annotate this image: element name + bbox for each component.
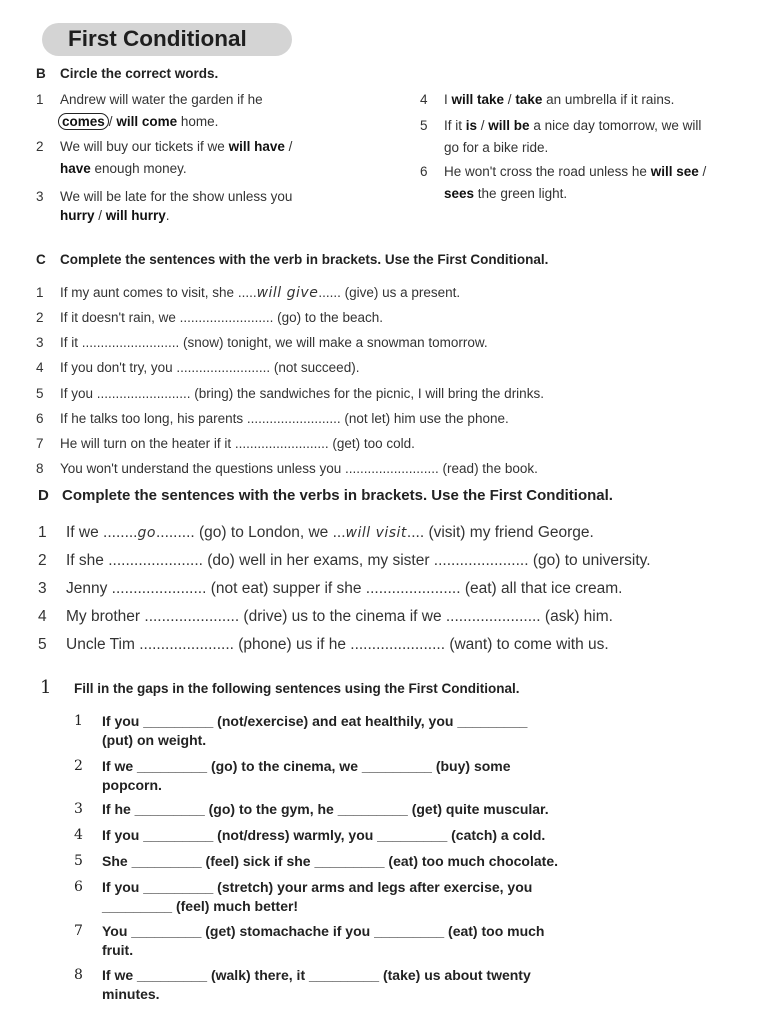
- d-item-1-handwritten-answer-2[interactable]: will visit: [345, 525, 407, 541]
- b-item-1-option-a-circled[interactable]: comes: [58, 113, 109, 130]
- section-b-letter: B: [36, 66, 46, 81]
- e-item-3-line1[interactable]: If he _________ (go) to the gym, he _________ (get) quite muscular.: [102, 801, 549, 817]
- e-item-1-line2[interactable]: (put) on weight.: [102, 732, 207, 748]
- b-item-6-line2: [444, 186, 567, 201]
- e-item-8-line1[interactable]: If we _________ (walk) there, it _________ (take) us about twenty: [102, 967, 531, 983]
- d-item-2[interactable]: If she ...................... (do) well in her exams, my sister ...................... (go) to university.: [66, 552, 651, 569]
- c-item-number: 6: [36, 411, 44, 426]
- b-item-6-separator: /: [698, 164, 707, 179]
- e-item-number: 2: [74, 758, 83, 774]
- c-item-1: [60, 285, 460, 301]
- section-b-heading: [36, 66, 218, 81]
- c-item-8[interactable]: You won't understand the questions unless you ......................... (read) the book.: [60, 461, 538, 476]
- title-banner: [42, 23, 292, 56]
- e-item-number: 4: [74, 827, 83, 843]
- d-item-1-text-a: If we ........: [66, 524, 138, 541]
- b-item-6-option-a[interactable]: will see: [650, 164, 699, 179]
- b-item-4-text: I: [444, 92, 452, 107]
- c-item-number: 2: [36, 310, 44, 325]
- b-item-5-separator: /: [477, 118, 489, 133]
- b-item-number: 2: [36, 139, 44, 154]
- b-item-4-option-b[interactable]: take: [515, 92, 543, 107]
- section-d-heading: [38, 487, 613, 504]
- e-item-2-line2[interactable]: popcorn.: [102, 777, 162, 793]
- c-item-number: 1: [36, 285, 44, 300]
- b-item-5-option-a[interactable]: is: [465, 118, 478, 133]
- d-item-1: [66, 524, 594, 542]
- d-item-number: 3: [38, 580, 47, 597]
- b-item-2-separator: /: [284, 139, 293, 154]
- d-item-1-handwritten-answer-1[interactable]: go: [137, 525, 156, 541]
- exercise-1-number: 1: [40, 677, 52, 698]
- b-item-1-separator: /: [108, 114, 113, 129]
- c-item-2[interactable]: If it doesn't rain, we ......................... (go) to the beach.: [60, 310, 383, 325]
- b-item-number: 4: [420, 92, 428, 107]
- b-item-4-line1: [444, 92, 674, 107]
- b-item-5-line2: go for a bike ride.: [444, 140, 549, 155]
- section-c-letter: C: [36, 252, 46, 267]
- b-item-number: 5: [420, 118, 428, 133]
- c-item-number: 3: [36, 335, 44, 350]
- c-item-number: 7: [36, 436, 44, 451]
- section-c-heading: [36, 252, 548, 267]
- b-item-6-line1: [444, 164, 706, 179]
- b-item-3-line1: We will be late for the show unless you: [60, 189, 293, 204]
- e-item-number: 3: [74, 801, 83, 817]
- e-item-number: 6: [74, 879, 83, 895]
- b-item-3-tail: .: [165, 208, 170, 223]
- b-item-2-option-b[interactable]: have: [60, 161, 91, 176]
- c-item-number: 4: [36, 360, 44, 375]
- b-item-2-text: We will buy our tickets if we: [60, 139, 229, 154]
- e-item-7-line1[interactable]: You _________ (get) stomachache if you _________ (eat) too much: [102, 923, 545, 939]
- b-item-2-tail: enough money.: [90, 161, 187, 176]
- e-item-8-line2[interactable]: minutes.: [102, 986, 160, 1002]
- e-item-7-line2[interactable]: fruit.: [102, 942, 134, 958]
- b-item-6-option-b[interactable]: sees: [444, 186, 475, 201]
- d-item-3[interactable]: Jenny ...................... (not eat) supper if she ...................... (eat) all that ice cream.: [66, 580, 623, 597]
- e-item-5-line1[interactable]: She _________ (feel) sick if she _________ (eat) too much chocolate.: [102, 853, 558, 869]
- b-item-6-tail: the green light.: [474, 186, 568, 201]
- d-item-number: 1: [38, 524, 47, 541]
- b-item-number: 3: [36, 189, 44, 204]
- b-item-3-line2: [60, 208, 170, 223]
- e-item-4-line1[interactable]: If you _________ (not/dress) warmly, you _________ (catch) a cold.: [102, 827, 546, 843]
- d-item-4[interactable]: My brother ...................... (drive) us to the cinema if we ...................... (ask) him.: [66, 608, 613, 625]
- e-item-1-line1[interactable]: If you _________ (not/exercise) and eat healthily, you _________: [102, 713, 528, 729]
- b-item-5-text: If it: [444, 118, 466, 133]
- b-item-5-option-b[interactable]: will be: [488, 118, 530, 133]
- e-item-number: 1: [74, 713, 83, 729]
- d-item-number: 5: [38, 636, 47, 653]
- e-item-6-line2[interactable]: _________ (feel) much better!: [102, 898, 299, 914]
- section-d-letter: D: [38, 487, 49, 504]
- b-item-2-line2: [60, 161, 187, 176]
- b-item-5-tail: a nice day tomorrow, we will: [529, 118, 702, 133]
- c-item-number: 8: [36, 461, 44, 476]
- b-item-1-line2: [58, 114, 218, 129]
- e-item-number: 7: [74, 923, 83, 939]
- b-item-3-option-a[interactable]: hurry: [60, 208, 95, 223]
- c-item-1-text-b: ...... (give) us a present.: [318, 285, 461, 300]
- page-title: First Conditional: [68, 26, 247, 51]
- b-item-1-option-b[interactable]: will come: [116, 114, 178, 129]
- b-item-number: 1: [36, 92, 44, 107]
- b-item-2-option-a[interactable]: will have: [228, 139, 285, 154]
- b-item-6-text: He won't cross the road unless he: [444, 164, 651, 179]
- section-d-instruction: Complete the sentences with the verbs in brackets. Use the First Conditional.: [62, 487, 613, 504]
- c-item-7[interactable]: He will turn on the heater if it ......................... (get) too cold.: [60, 436, 415, 451]
- d-item-5[interactable]: Uncle Tim ...................... (phone) us if he ...................... (want) to come with us.: [66, 636, 609, 653]
- c-item-6[interactable]: If he talks too long, his parents ......................... (not let) him use the phone.: [60, 411, 509, 426]
- d-item-1-text-b: ......... (go) to London, we ...: [155, 524, 346, 541]
- b-item-1-line1: Andrew will water the garden if he: [60, 92, 263, 107]
- b-item-4-separator: /: [504, 92, 516, 107]
- c-item-number: 5: [36, 386, 44, 401]
- e-item-number: 5: [74, 853, 83, 869]
- d-item-1-text-c: .... (visit) my friend George.: [406, 524, 594, 541]
- b-item-4-tail: an umbrella if it rains.: [542, 92, 675, 107]
- b-item-3-separator: /: [94, 208, 106, 223]
- d-item-number: 2: [38, 552, 47, 569]
- d-item-number: 4: [38, 608, 47, 625]
- b-item-5-line1: [444, 118, 701, 133]
- b-item-1-tail: home.: [177, 114, 219, 129]
- c-item-1-text-a: If my aunt comes to visit, she .....: [60, 285, 257, 300]
- e-item-2-line1[interactable]: If we _________ (go) to the cinema, we _________ (buy) some: [102, 758, 511, 774]
- section-b-instruction: Circle the correct words.: [60, 66, 219, 81]
- e-item-6-line1[interactable]: If you _________ (stretch) your arms and legs after exercise, you: [102, 879, 533, 895]
- c-item-1-handwritten-answer[interactable]: will give: [256, 285, 319, 301]
- b-item-4-option-a[interactable]: will take: [451, 92, 505, 107]
- exercise-1-instruction: Fill in the gaps in the following sentences using the First Conditional.: [74, 681, 520, 696]
- c-item-4[interactable]: If you don't try, you ......................... (not succeed).: [60, 360, 360, 375]
- b-item-number: 6: [420, 164, 428, 179]
- section-c-instruction: Complete the sentences with the verb in brackets. Use the First Conditional.: [60, 252, 549, 267]
- c-item-5[interactable]: If you ......................... (bring) the sandwiches for the picnic, I will bring the drinks.: [60, 386, 544, 401]
- b-item-2-line1: [60, 139, 292, 154]
- c-item-3[interactable]: If it .......................... (snow) tonight, we will make a snowman tomorrow.: [60, 335, 488, 350]
- e-item-number: 8: [74, 967, 83, 983]
- b-item-3-option-b[interactable]: will hurry: [105, 208, 166, 223]
